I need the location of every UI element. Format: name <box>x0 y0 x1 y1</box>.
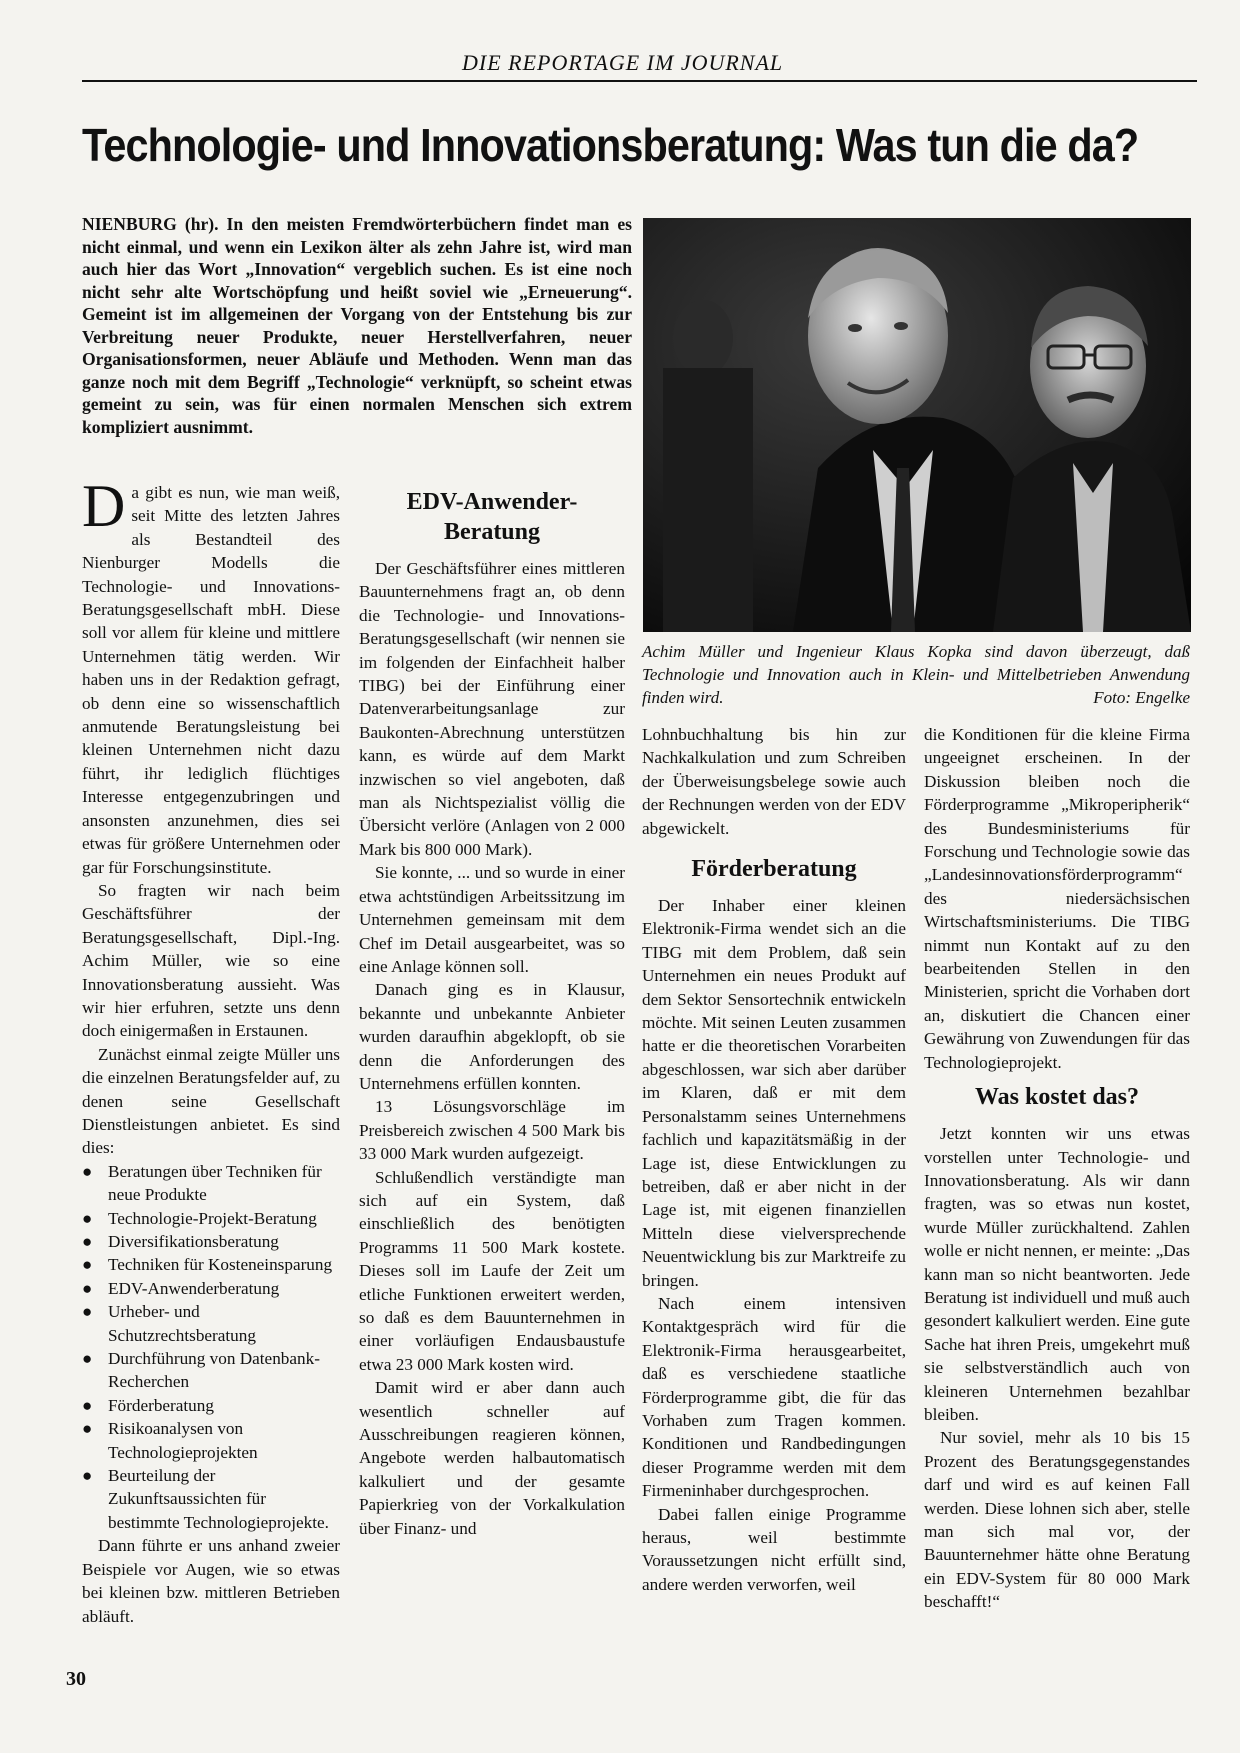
paragraph: Der Inhaber einer kleinen Elektronik-Firma wendet sich an die TIBG mit dem Problem, daß sein Unternehmen ein neues Produkt auf dem Sektor Sensortechnik entwickeln möchte. Mit seinen Leuten zusammen hatte er die theoretischen Vorarbeiten abgeschlossen, war sich aber darüber im Klaren, daß er mit dem Personalstamm seines Unternehmens fachlich und kapazitätsmäßig in der Lage ist, diese Entwicklungen zu betreiben, daß er aber nicht in der Lage ist, mit eigenen finanziellen Mitteln diese vielversprechende Neuentwicklung bis zur Marktreife zu bringen. <box>642 896 906 1290</box>
subheading-foerderberatung: Förderberatung <box>691 856 857 883</box>
paragraph: So fragten wir nach beim Geschäftsführer der Beratungsgesellschaft, Dipl.-Ing. Achim Müller, wie so eine Innovationsberatung aussieht. Was wir hier erfuhren, setzte uns denn doch einigermaßen in Erstaunen. <box>82 880 340 1041</box>
list-item: ● EDV-Anwenderberatung <box>82 1277 340 1300</box>
paragraph: Jetzt konnten wir uns etwas vorstellen unter Technologie- und Innovationsberatung. Als wir dann fragten, was so etwas nun kostet, wurde Müller zurückhaltend. Zahlen wolle er nicht nennen, er meinte: „Das kann man so nicht beantworten. Jede Beratung ist individuell und muß auch gesondert kalkuliert werden. Eine gute Sache hat ihren Preis, umgekehrt muß sie selbstverständlich auch von kleineren Unternehmen bezahlbar bleiben. <box>924 1124 1190 1424</box>
paragraph: Der Geschäftsführer eines mittleren Bauunternehmens fragt an, ob denn die Technologie- und Innovations-Beratungsgesellschaft (wir nennen sie im folgenden der Einfachheit halber TIBG) bei der Einführung einer Datenverarbeitungsanlage zur Baukonten-Abrechnung unterstützen kann, es würde auf dem Markt inzwischen so viel angeboten, daß man als Nichtspezialist völlig die Übersicht verlöre (Anlagen von 2 000 Mark bis 800 000 Mark). <box>359 559 625 859</box>
list-item: ● Urheber- und Schutzrechtsberatung <box>82 1300 340 1347</box>
section-header <box>82 50 1197 82</box>
subheading-edv: EDV-Anwender-Beratung <box>406 489 578 545</box>
photo-credit: Foto: Engelke <box>1093 688 1190 707</box>
photo-caption <box>642 640 1190 709</box>
page-number: 30 <box>66 1668 86 1690</box>
article-photo <box>643 218 1191 632</box>
headline: Technologie- und Innovationsberatung: Was tun die da? <box>82 119 1139 171</box>
intro-paragraph <box>82 473 340 879</box>
paragraph: Nach einem intensiven Kontaktgespräch wird für die Elektronik-Firma herausgearbeitet, daß es verschiedene staatliche Förderprogramme gibt, die für das Vorhaben zum Tragen kommen. Konditionen und Randbedingungen dieser Programme werden mit dem Firmeninhaber durchgesprochen. <box>642 1293 906 1501</box>
service-list <box>82 1160 340 1535</box>
paragraph: Damit wird er aber dann auch wesentlich schneller auf Ausschreibungen reagieren können, Angebote werden halbautomatisch kalkuliert und der gesamte Papierkrieg von der Vorkalkulation über Finanz- und <box>359 1378 625 1538</box>
column-3 <box>642 723 906 1596</box>
list-item: ● Techniken für Kosteneinsparung <box>82 1253 340 1276</box>
section-title: DIE REPORTAGE IM JOURNAL <box>462 50 784 75</box>
list-item: ● Förderberatung <box>82 1394 340 1417</box>
drop-cap: D <box>82 473 126 539</box>
subheading-kosten: Was kostet das? <box>974 1084 1140 1111</box>
paragraph: Lohnbuchhaltung bis hin zur Nachkalkulation und zum Schreiben der Überweisungsbelege sowie auch der Rechnungen werden von der EDV abgewickelt. <box>642 725 906 838</box>
list-item: ● Diversifikationsberatung <box>82 1230 340 1253</box>
caption-text: Achim Müller und Ingenieur Klaus Kopka sind davon überzeugt, daß Technologie und Innovation auch in Klein- und Mittelbetrieben Anwendung finden wird. <box>642 642 1190 707</box>
lead-paragraph: NIENBURG (hr). In den meisten Fremdwörterbüchern findet man es nicht einmal, und wenn ein Lexikon älter als zehn Jahre ist, wird man auch hier das Wort „Innovation“ vergeblich suchen. Es ist eine noch nicht sehr alte Wortschöpfung und heißt soviel wie „Erneuerung“. Gemeint ist im allgemeinen der Vorgang von der Entstehung bis zur Verbreitung neuer Produkte, neuer Herstellverfahren, neuer Organisationsformen, neuer Abläufe und Methoden. Wenn man das ganze noch mit dem Begriff „Technologie“ verknüpft, so scheint etwas gemeint zu sein, was für einen normalen Menschen sich extrem kompliziert ausnimmt. <box>82 214 632 437</box>
paragraph: 13 Lösungsvorschläge im Preisbereich zwischen 4 500 Mark bis 33 000 Mark wurden aufgezeigt. <box>359 1097 625 1164</box>
column-4 <box>924 723 1190 1614</box>
paragraph: Zunächst einmal zeigte Müller uns die einzelnen Beratungsfelder auf, zu denen seine Gesellschaft Dienstleistungen anbietet. Es sind dies: <box>82 1044 340 1158</box>
photo-illustration <box>643 218 1191 632</box>
paragraph: Sie konnte, ... und so wurde in einer etwa achtstündigen Arbeitssitzung im Unternehmen gemeinsam mit dem Chef im Detail ausgearbeitet, was so eine Anlage können soll. <box>359 863 625 976</box>
paragraph: Dann führte er uns anhand zweier Beispiele vor Augen, wie so etwas bei kleinen bzw. mittleren Betrieben abläuft. <box>82 1536 340 1626</box>
list-item: ● Durchführung von Datenbank-Recherchen <box>82 1347 340 1394</box>
list-item: ● Beratungen über Techniken für neue Produkte <box>82 1160 340 1207</box>
paragraph: Nur soviel, mehr als 10 bis 15 Prozent des Beratungsgegenstandes darf und wird es auf keinen Fall werden. Diese lohnen sich aber, stelle man sich mal vor, der Bauunternehmer hätte ohne Beratung ein EDV-System für 80 000 Mark beschafft!“ <box>924 1428 1190 1612</box>
paragraph: die Konditionen für die kleine Firma ungeeignet erscheinen. In der Diskussion bleiben noch die Förderprogramme „Mikroperipherik“ des Bundesministeriums für Forschung und Technologie sowie das „Landesinnovationsförderprogramm“ des niedersächsischen Wirtschaftsministeriums. Die TIBG nimmt nun Kontakt auf zu den bearbeitenden Stellen in den Ministerien, spricht die Vorhaben dort an, diskutiert die Chancen einer Gewährung von Zuwendungen für das Technologieprojekt. <box>924 725 1190 1072</box>
intro-text: a gibt es nun, wie man weiß, seit Mitte des letzten Jahres als Bestandteil des Nienburger Modells die Technologie- und Innovations-Beratungsgesellschaft mbH. Diese soll vor allem für kleine und mittlere Unternehmen tätig werden. Wir haben uns in der Redaktion gefragt, ob denn eine so wissenschaftlich anmutende Beratungsleistung bei kleinen Unternehmen nicht dazu führt, ihr lediglich flüchtiges Interesse entgegenzubringen und ansonsten anzunehmen, dies sei etwas für größere Unternehmen oder gar für Forschungsinstitute. <box>82 483 340 877</box>
list-item: ● Technologie-Projekt-Beratung <box>82 1207 340 1230</box>
paragraph: Danach ging es in Klausur, bekannte und unbekannte Anbieter wurden daraufhin abgeklopft, ob sie denn die Anforderungen des Unternehmens erfüllen konnten. <box>359 980 625 1093</box>
column-2 <box>359 481 625 1540</box>
paragraph: Dabei fallen einige Programme heraus, weil bestimmte Voraussetzungen nicht erfüllt sind, andere werden verworfen, weil <box>642 1504 906 1594</box>
list-item: ● Risikoanalysen von Technologieprojekten <box>82 1417 340 1464</box>
paragraph: Schlußendlich verständigte man sich auf ein System, daß einschließlich des benötigten Programms 11 500 Mark kostete. Dieses soll im Laufe der Zeit um etliche Funktionen erweitert werden, so daß es dem Bauunternehmen in einer vorläufigen Endausbaustufe etwa 23 000 Mark kosten wird. <box>359 1167 625 1374</box>
column-1 <box>82 473 340 1628</box>
list-item: ● Beurteilung der Zukunftsaussichten für bestimmte Technologieprojekte. <box>82 1464 340 1534</box>
